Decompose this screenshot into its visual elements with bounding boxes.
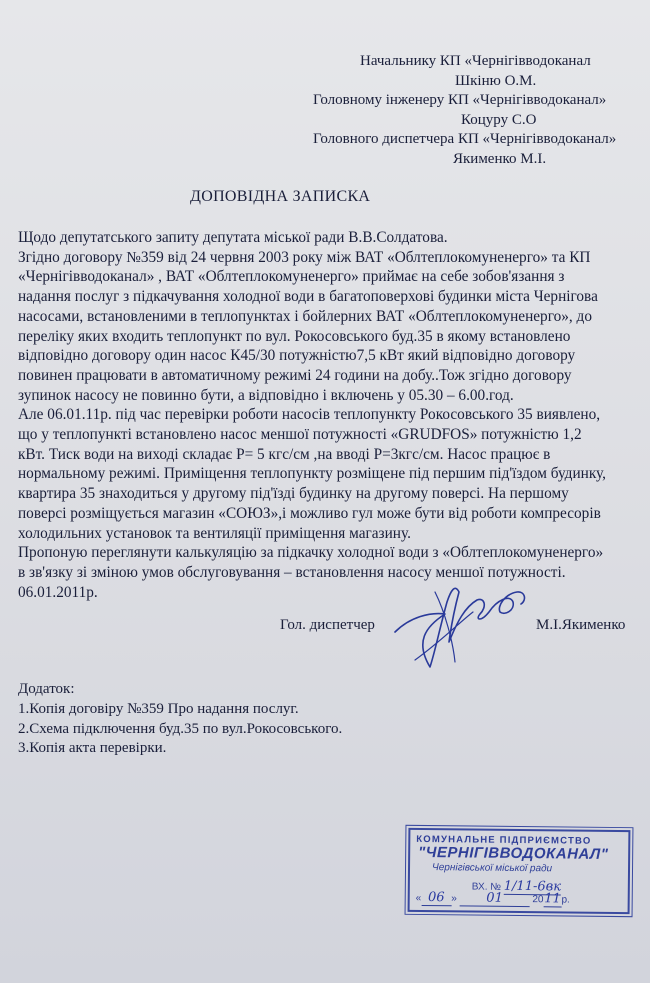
body-line: холодильних установок та вентиляції приміщення магазину. bbox=[18, 524, 411, 542]
registration-stamp bbox=[408, 828, 631, 914]
stamp-date: « 06 » 01 2011р. bbox=[415, 890, 570, 907]
attachment-item: 2.Схема підключення буд.35 по вул.Рокосовського. bbox=[18, 720, 343, 737]
addressee-line: Головному інженеру КП «Чернігівводоканал» bbox=[313, 92, 607, 109]
stamp-org-owner: Чернігівської міської ради bbox=[431, 862, 553, 875]
memo-body bbox=[18, 228, 650, 602]
body-line: відповідно договору один насос К45/30 потужністю7,5 кВт який відповідно договору bbox=[18, 347, 576, 365]
addressee-line: Якименко М.І. bbox=[453, 150, 547, 167]
stamp-org-type: КОМУНАЛЬНЕ ПІДПРИЄМСТВО bbox=[416, 833, 592, 847]
signer-position: Гол. диспетчер bbox=[280, 617, 375, 633]
body-line: нормальному режимі. Приміщення теплопункту розміщене під першим під'їздом будинку, bbox=[18, 465, 606, 483]
body-line: квартира 35 знаходиться у другому під'їзді будинку на другому поверсі. На першому bbox=[18, 485, 569, 503]
stamp-month: 01 bbox=[460, 890, 530, 907]
attachments-block bbox=[18, 680, 342, 759]
body-line: надання послуг з підкачування холодної води в багатоповерхові будинки міста Чернігова bbox=[18, 288, 598, 306]
stamp-year-prefix: 20 bbox=[532, 894, 544, 906]
body-line: зупинок насосу не повинно бути, а відповідно і включень у 05.30 – 6.00.год. bbox=[18, 386, 514, 404]
body-line: Щодо депутатського запиту депутата міської ради В.В.Солдатова. bbox=[18, 229, 448, 246]
body-line: що у теплопункті встановлено насос меншої потужності «GRUDFOS» потужністю 1,2 bbox=[18, 426, 582, 444]
body-line: повинен працювати в автоматичному режимі 24 години на добу..Тож згідно договору bbox=[18, 366, 572, 384]
body-line: Згідно договору №359 від 24 червня 2003 року між ВАТ «Облтеплокомуненерго» та КП bbox=[18, 248, 591, 266]
body-line: Пропоную переглянути калькуляцію за підкачку холодної води з «Облтеплокомуненерго» bbox=[18, 544, 604, 562]
attachments-heading: Додаток: bbox=[18, 681, 75, 697]
addressee-block bbox=[0, 52, 650, 170]
addressee-line: Начальнику КП «Чернігівводоканал bbox=[360, 53, 591, 69]
attachment-item: 1.Копія договіру №359 Про надання послуг. bbox=[18, 700, 299, 717]
stamp-in-label: ВХ. № bbox=[471, 881, 502, 893]
addressee-line: Головного диспетчера КП «Чернігівводоканал» bbox=[313, 131, 617, 148]
addressee-line: Коцуру С.О bbox=[461, 111, 537, 128]
body-line: Але 06.01.11р. під час перевірки роботи насосів теплопункту Рокосовського 35 виявлено, bbox=[18, 406, 601, 424]
body-line: «Чернігівводоканал» , ВАТ «Облтеплокомуненерго» приймає на себе зобов'язання з bbox=[18, 268, 565, 286]
body-line: в зв'язку зі зміною умов обслуговування – встановлення насосу меншої потужності. bbox=[18, 563, 566, 581]
document-title: ДОПОВІДНА ЗАПИСКА bbox=[190, 188, 371, 205]
addressee-line: Шкіню О.М. bbox=[455, 72, 537, 89]
body-line: насосами, встановленими в теплопунктах і бойлерних ВАТ «Облтеплокомуненерго», до bbox=[18, 307, 592, 325]
body-line: 06.01.2011р. bbox=[18, 583, 98, 601]
attachment-item: 3.Копія акта перевірки. bbox=[18, 740, 167, 757]
stamp-in-number: 1/11-6вк bbox=[503, 878, 562, 895]
body-line: поверсі розміщується магазин «СОЮЗ»,і можливо гул може бути від роботи компресорів bbox=[18, 504, 601, 522]
stamp-day: 06 bbox=[421, 890, 451, 906]
body-line: переліку яких входить теплопункт по вул. Рокосовського буд.35 в якому встановлено bbox=[18, 327, 571, 345]
stamp-org-name: "ЧЕРНІГІВВОДОКАНАЛ" bbox=[418, 843, 609, 863]
stamp-year-end: р. bbox=[561, 894, 570, 906]
signer-name: М.І.Якименко bbox=[536, 617, 626, 633]
stamp-year-suffix: 11 bbox=[544, 891, 561, 907]
handwritten-signature bbox=[385, 572, 560, 677]
body-line: кВт. Тиск води на виході складає Р= 5 кгс/см ,на вводі Р=3кгс/см. Насос працює в bbox=[18, 445, 551, 463]
